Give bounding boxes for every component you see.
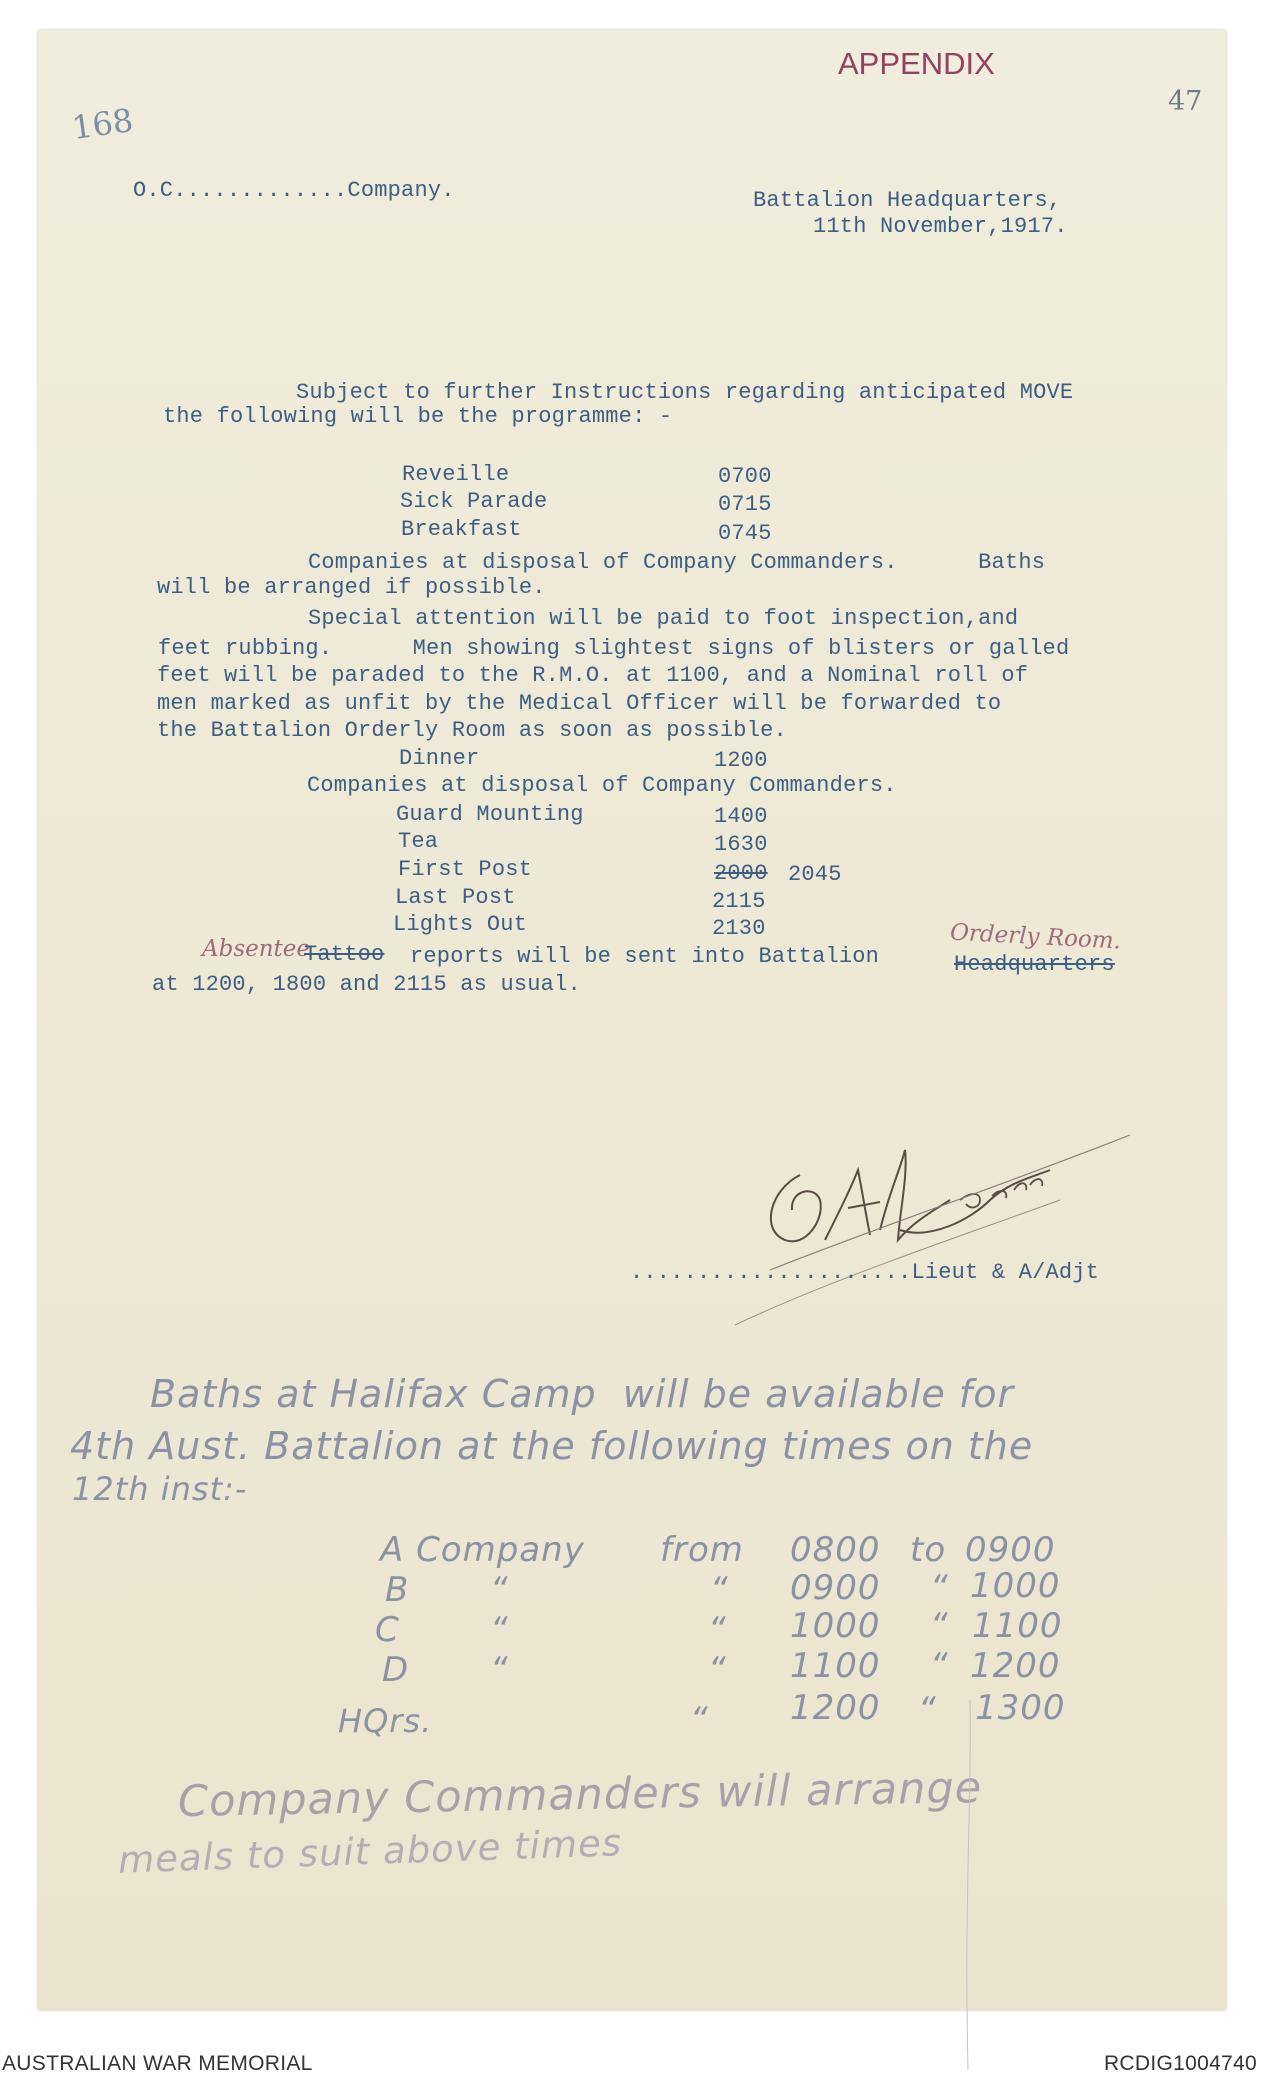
schedule-event: Dinner <box>399 746 480 771</box>
bath-from: “ <box>708 1650 727 1690</box>
pencil-mark <box>950 1700 990 2080</box>
bath-company: C <box>375 1610 400 1650</box>
pencil-note-line-2: 4th Aust. Battalion at the following times on the <box>70 1424 1034 1468</box>
bath-company: D <box>382 1650 410 1690</box>
bath-start: 1200 <box>790 1688 881 1728</box>
bath-to: to <box>910 1530 947 1570</box>
bath-end: 1200 <box>970 1646 1061 1686</box>
bath-to: “ <box>918 1690 937 1730</box>
schedule-time: 0700 <box>718 464 772 489</box>
schedule-time: 0715 <box>718 492 772 517</box>
bath-ditto: “ <box>490 1650 509 1690</box>
para-line: will be arranged if possible. <box>157 575 546 600</box>
intro-line-2: the following will be the programme: - <box>163 404 673 429</box>
bath-ditto: “ <box>490 1610 509 1650</box>
schedule-event: Guard Mounting <box>396 802 584 827</box>
bath-start: 1100 <box>790 1646 881 1686</box>
pencil-note-line-3: 12th inst:- <box>72 1470 248 1508</box>
bath-end: 0900 <box>965 1530 1056 1570</box>
bath-end: 1000 <box>970 1566 1061 1606</box>
bath-to: “ <box>930 1568 949 1608</box>
para-line: men marked as unfit by the Medical Officer will be forwarded to <box>157 691 1002 716</box>
signature-title-line: .....................Lieut & A/Adjt <box>630 1260 1100 1285</box>
schedule-event: Breakfast <box>401 517 522 542</box>
footer-right-caption: RCDIG1004740 <box>1103 2052 1257 2075</box>
bath-to: “ <box>930 1646 949 1686</box>
bath-company: A Company <box>380 1530 585 1570</box>
bath-company: B <box>385 1570 410 1610</box>
schedule-time: 1400 <box>714 804 768 829</box>
page-number-right: 47 <box>1168 86 1203 117</box>
schedule-time: 2130 <box>712 916 766 941</box>
struck-word-tattoo: Tattoo <box>304 942 385 967</box>
date-line: 11th November,1917. <box>813 214 1068 239</box>
bath-ditto: “ <box>490 1570 509 1610</box>
para-line: Special attention will be paid to foot inspection,and <box>308 606 1019 631</box>
bath-start: 1000 <box>790 1606 881 1646</box>
schedule-event: Reveille <box>402 462 510 487</box>
signature <box>730 1130 1150 1330</box>
handwritten-insert-absentee: Absentee <box>202 936 311 962</box>
bath-company: HQrs. <box>338 1702 433 1740</box>
schedule-time: 1630 <box>714 832 768 857</box>
schedule-event: First Post <box>398 857 533 882</box>
schedule-event: Last Post <box>395 885 516 910</box>
para-line: Companies at disposal of Company Commanders. <box>307 773 897 798</box>
pencil-closing-line-1: Company Commanders will arrange <box>177 1762 983 1828</box>
bath-start: 0900 <box>790 1568 881 1608</box>
bath-end: 1100 <box>972 1606 1063 1646</box>
para-line: the Battalion Orderly Room as soon as possible. <box>157 718 787 743</box>
addressee-line: O.C.............Company. <box>133 178 455 203</box>
schedule-time: 2045 <box>788 862 842 887</box>
bath-from: “ <box>690 1700 709 1740</box>
handwritten-insert-orderly-room: Orderly Room. <box>949 919 1122 955</box>
pencil-closing-line-2: meals to suit above times <box>117 1821 623 1882</box>
footer-left-caption: AUSTRALIAN WAR MEMORIAL <box>2 2052 313 2075</box>
schedule-time: 1200 <box>714 748 768 773</box>
schedule-event: Lights Out <box>393 912 528 937</box>
para-line: feet rubbing. Men showing slightest signs of blisters or galled <box>158 636 1070 661</box>
struck-word-headquarters: Headquarters <box>954 952 1115 977</box>
reports-line: reports will be sent into Battalion <box>410 944 880 969</box>
pencil-note-line-1: Baths at Halifax Camp will be available for <box>150 1372 1015 1416</box>
appendix-stamp: APPENDIX <box>838 46 995 81</box>
bath-to: “ <box>930 1606 949 1646</box>
bath-from: from <box>660 1530 744 1570</box>
reports-line: at 1200, 1800 and 2115 as usual. <box>152 972 581 997</box>
bath-from: “ <box>710 1570 729 1610</box>
schedule-time: 2115 <box>712 889 766 914</box>
page-number-left: 168 <box>69 100 136 148</box>
bath-from: “ <box>708 1610 727 1650</box>
bath-start: 0800 <box>790 1530 881 1570</box>
bath-end: 1300 <box>975 1688 1066 1728</box>
sender-line: Battalion Headquarters, <box>753 188 1062 213</box>
intro-line-1: Subject to further Instructions regarding anticipated MOVE <box>296 380 1074 405</box>
para-line: Companies at disposal of Company Commanders. Baths <box>308 550 1046 575</box>
struck-time: 2000 <box>714 861 768 886</box>
schedule-event: Tea <box>398 829 439 854</box>
schedule-event: Sick Parade <box>400 489 548 514</box>
para-line: feet will be paraded to the R.M.O. at 1100, and a Nominal roll of <box>157 663 1029 688</box>
schedule-time: 0745 <box>718 521 772 546</box>
